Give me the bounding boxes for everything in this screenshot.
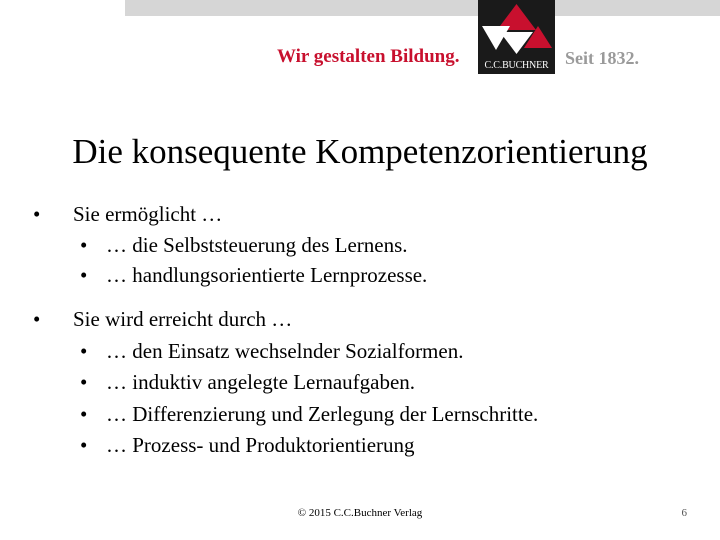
bullet-icon: •	[80, 263, 88, 287]
sub-bullet-text: … Prozess- und Produktorientierung	[106, 433, 415, 457]
tagline: Wir gestalten Bildung.	[277, 46, 460, 67]
bullet-icon: •	[33, 202, 41, 226]
header-bar	[125, 0, 720, 16]
since-text: Seit 1832.	[565, 48, 639, 68]
slide-title: Die konsequente Kompetenzorientierung	[72, 132, 648, 171]
bullet-icon: •	[80, 339, 88, 363]
bullet-icon: •	[80, 233, 88, 257]
bullet-icon: •	[80, 370, 88, 394]
sub-bullet-text: … induktiv angelegte Lernaufgaben.	[106, 370, 416, 394]
bullet-icon: •	[33, 307, 41, 331]
sub-bullet-text: … handlungsorientierte Lernprozesse.	[106, 263, 428, 287]
bullet-icon: •	[80, 402, 88, 426]
bullet-text: Sie ermöglicht …	[73, 202, 223, 226]
sub-bullet-text: … Differenzierung und Zerlegung der Lernschritte.	[106, 402, 539, 426]
footer-copyright: © 2015 C.C.Buchner Verlag	[297, 507, 423, 519]
page-number: 6	[681, 507, 687, 519]
bullet-icon: •	[80, 433, 88, 457]
logo-triangles-icon	[478, 0, 555, 57]
bullet-text: Sie wird erreicht durch …	[73, 307, 293, 331]
sub-bullet-text: … den Einsatz wechselnder Sozialformen.	[106, 339, 464, 363]
sub-bullet-text: … die Selbststeuerung des Lernens.	[106, 233, 408, 257]
ccbuchner-logo	[478, 0, 555, 74]
logo-wordmark: C.C.BUCHNER	[478, 57, 555, 74]
